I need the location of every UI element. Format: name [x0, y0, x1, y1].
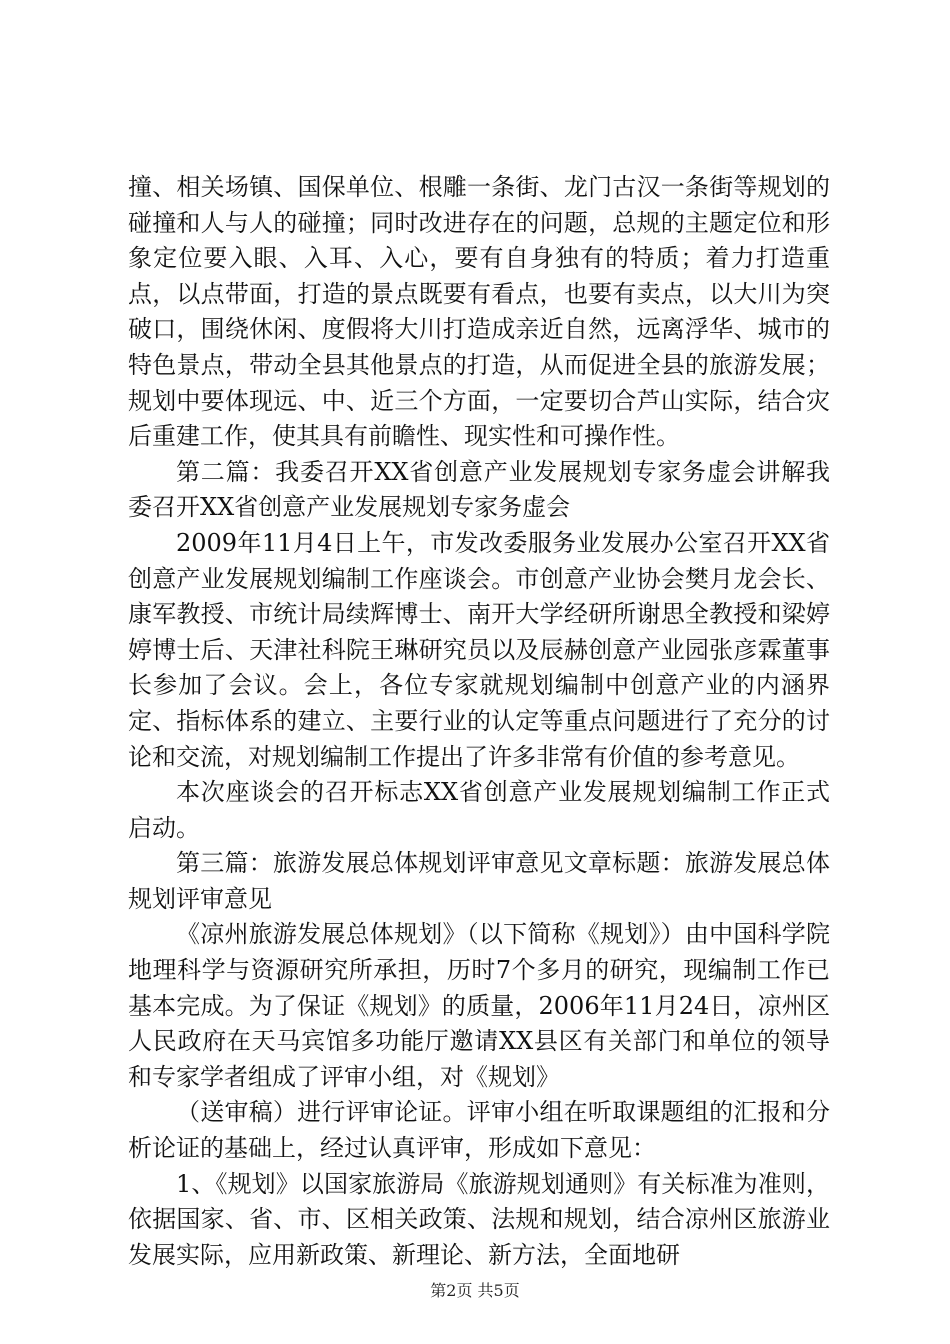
paragraph: 本次座谈会的召开标志XX省创意产业发展规划编制工作正式启动。: [128, 778, 830, 842]
list-item: 1、《规划》以国家旅游局《旅游规划通则》有关标准为准则，依据国家、省、市、区相关政策、法规和规划，结合凉州区旅游业发展实际，应用新政策、新理论、新方法，全面地研: [128, 1169, 830, 1269]
section-heading-3: 第三篇：旅游发展总体规划评审意见文章标题：旅游发展总体规划评审意见: [128, 849, 830, 913]
paragraph: （送审稿）进行评审论证。评审小组在听取课题组的汇报和分析论证的基础上，经过认真评审，形成如下意见：: [128, 1098, 830, 1163]
page-footer: 第2页 共5页: [430, 1281, 520, 1300]
paragraph: 2009年11月4日上午，市发改委服务业发展办公室召开XX省创意产业发展规划编制工作座谈会。市创意产业协会樊月龙会长、康军教授、市统计局续辉博士、南开大学经研所谢思全教授和梁婷婷博士后、天津社科院王琳研究员以及辰赫创意产业园张彦霖董事长参加了会议。会上，各位专家就规划编制中创意产业的内涵界定、指标体系的建立、主要行业的认定等重点问题进行了充分的讨论和交流，对规划编制工作提出了许多非常有价值的参考意见。: [128, 528, 830, 771]
document-body: [128, 170, 830, 1273]
section-heading-2: 第二篇：我委召开XX省创意产业发展规划专家务虚会讲解我委召开XX省创意产业发展规划专家务虚会: [128, 457, 830, 522]
paragraph: 《凉州旅游发展总体规划》（以下简称《规划》）由中国科学院地理科学与资源研究所承担，历时7个多月的研究，现编制工作已基本完成。为了保证《规划》的质量，2006年11月24日，凉州区人民政府在天马宾馆多功能厅邀请XX县区有关部门和单位的领导和专家学者组成了评审小组，对《规划》: [128, 920, 830, 1091]
paragraph-continuation: 撞、相关场镇、国保单位、根雕一条街、龙门古汉一条街等规划的碰撞和人与人的碰撞；同时改进存在的问题，总规的主题定位和形象定位要入眼、入耳、入心，要有自身独有的特质；着力打造重点，以点带面，打造的景点既要有看点，也要有卖点，以大川为突破口，围绕休闲、度假将大川打造成亲近自然，远离浮华、城市的特色景点，带动全县其他景点的打造，从而促进全县的旅游发展；规划中要体现远、中、近三个方面，一定要切合芦山实际，结合灾后重建工作，使其具有前瞻性、现实性和可操作性。: [128, 173, 830, 451]
